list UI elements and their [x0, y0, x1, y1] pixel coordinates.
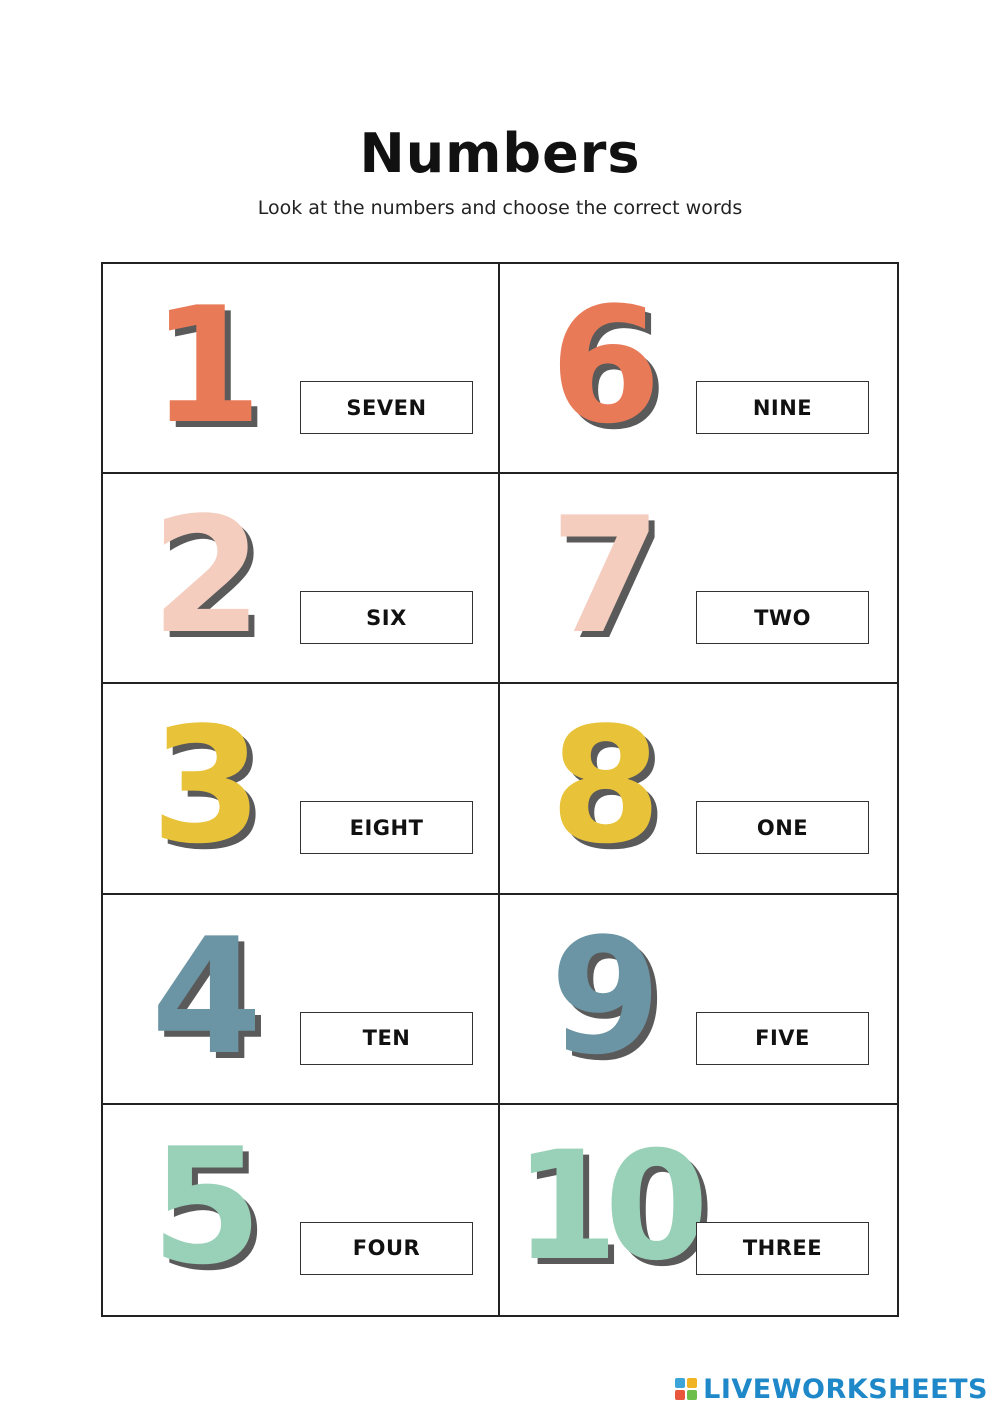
cell-1	[103, 264, 500, 474]
cell-2	[103, 474, 500, 684]
number-digit: 5	[151, 1112, 263, 1300]
logo-text: LIVEWORKSHEETS	[703, 1373, 988, 1405]
liveworksheets-logo-icon	[675, 1378, 697, 1400]
word-box[interactable]: FIVE	[696, 1012, 869, 1065]
word-box[interactable]: ONE	[696, 801, 869, 854]
cell-7	[500, 474, 897, 684]
word-box[interactable]: THREE	[696, 1222, 869, 1275]
page-subtitle: Look at the numbers and choose the correct words	[257, 197, 743, 219]
word-box[interactable]: TEN	[300, 1012, 473, 1065]
word-box[interactable]: SIX	[300, 591, 473, 644]
number-digit: 4	[151, 902, 263, 1090]
number-digit: 7	[550, 482, 662, 670]
cell-10	[500, 1105, 897, 1315]
page-title: Numbers	[359, 122, 641, 185]
number-digit: 2	[151, 482, 263, 670]
word-box[interactable]: FOUR	[300, 1222, 473, 1275]
word-box[interactable]: NINE	[696, 381, 869, 434]
word-box[interactable]: TWO	[696, 591, 869, 644]
cell-4	[103, 895, 500, 1105]
numbers-grid	[101, 262, 899, 1317]
number-digit: 10	[514, 1119, 695, 1294]
number-digit: 6	[550, 272, 662, 459]
word-box[interactable]: SEVEN	[300, 381, 473, 434]
cell-9	[500, 895, 897, 1105]
cell-3	[103, 684, 500, 894]
number-digit: 3	[151, 692, 263, 880]
word-box[interactable]: EIGHT	[300, 801, 473, 854]
cell-6	[500, 264, 897, 474]
liveworksheets-logo[interactable]	[675, 1374, 988, 1404]
cell-8	[500, 684, 897, 894]
cell-5	[103, 1105, 500, 1315]
number-digit: 1	[151, 272, 263, 459]
number-digit: 8	[550, 692, 662, 880]
number-digit: 9	[550, 902, 662, 1090]
